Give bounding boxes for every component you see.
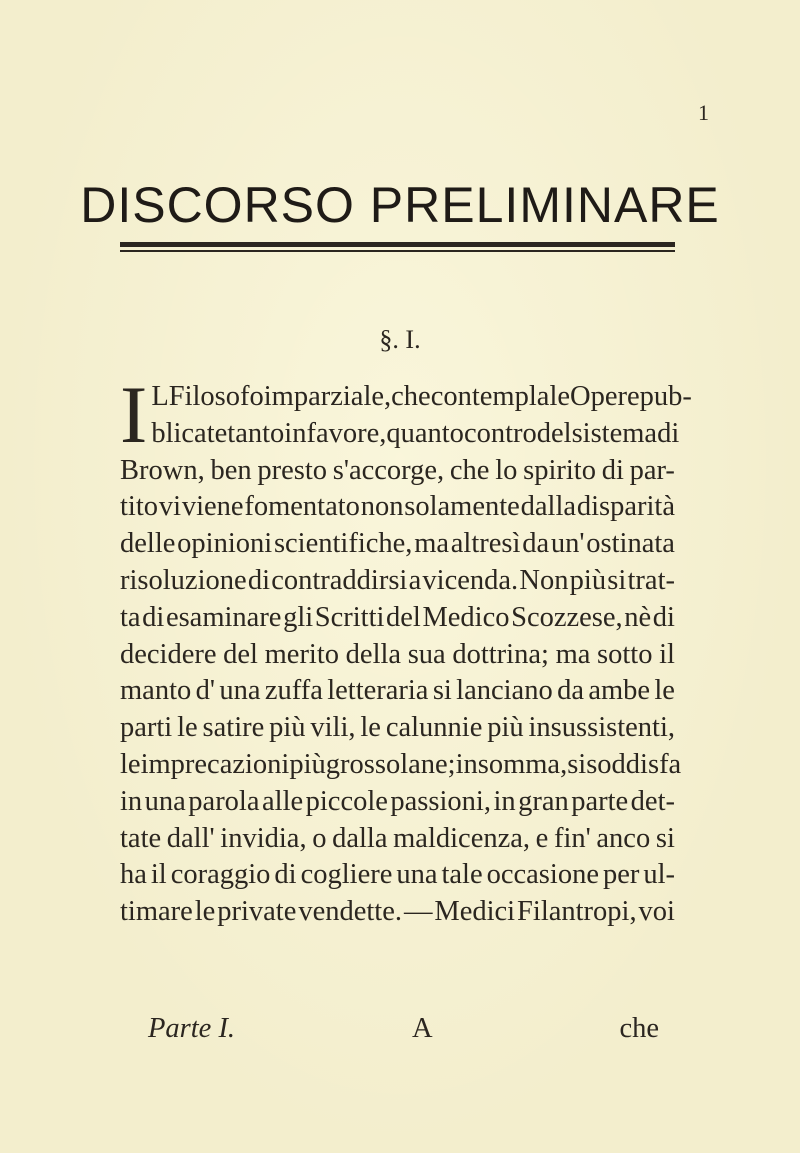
- word: presto: [257, 454, 327, 486]
- word: le: [549, 381, 571, 412]
- word: viene: [181, 491, 244, 523]
- text-line: [120, 563, 675, 600]
- word: sotto: [597, 638, 653, 670]
- word: tale: [441, 859, 483, 891]
- word: gran: [518, 785, 569, 817]
- word: Filantropi,: [517, 896, 637, 928]
- word: le: [120, 748, 141, 780]
- word: risoluzione: [120, 564, 247, 596]
- word: maldicenza,: [393, 822, 531, 854]
- part-label: Parte I.: [148, 1013, 236, 1044]
- word: coraggio: [170, 859, 271, 891]
- word: piccole: [305, 785, 388, 817]
- word: sistema: [571, 417, 658, 449]
- word: contraddirsi: [271, 564, 408, 596]
- word: ben: [210, 454, 252, 486]
- text-line: [120, 821, 675, 858]
- word: alle: [262, 785, 304, 817]
- text-line: [120, 710, 675, 747]
- word: vicenda.: [422, 564, 519, 596]
- word: contempla: [430, 381, 550, 412]
- word: timare: [120, 896, 193, 928]
- word: tate: [120, 822, 162, 854]
- word: che: [449, 454, 490, 486]
- word: opinioni: [177, 528, 273, 560]
- word: satire: [202, 712, 265, 744]
- text-line: [120, 673, 675, 710]
- word: si: [567, 748, 587, 780]
- word: in: [284, 417, 307, 449]
- word: passioni,: [390, 785, 491, 817]
- word: vi: [158, 491, 181, 523]
- word: e: [535, 822, 549, 854]
- word: contro: [463, 417, 537, 449]
- drop-cap: I: [120, 369, 148, 460]
- signature-mark: A: [412, 1013, 433, 1044]
- word: merito: [264, 638, 340, 670]
- first-lines: [120, 369, 692, 460]
- word: parola: [188, 785, 260, 817]
- word: manto: [120, 675, 192, 707]
- word: da: [557, 675, 584, 707]
- word: da: [522, 528, 550, 560]
- word: s'accorge,: [332, 454, 445, 486]
- word: Non: [519, 564, 569, 596]
- word: di: [274, 859, 297, 891]
- word: si: [655, 822, 675, 854]
- text-line: [120, 489, 675, 526]
- word: delle: [120, 528, 176, 560]
- word: zuffa: [264, 675, 323, 707]
- word: non: [360, 491, 404, 523]
- word: ul-: [643, 859, 675, 891]
- word: che: [391, 381, 431, 412]
- word: det-: [630, 785, 675, 817]
- word: gli: [283, 601, 314, 633]
- word: in: [120, 785, 143, 817]
- title-rule-thick: [120, 242, 675, 247]
- word: si: [607, 564, 627, 596]
- word: del: [223, 638, 258, 670]
- word: o: [312, 822, 327, 854]
- page-number: 1: [698, 100, 709, 125]
- word: Medici: [434, 896, 516, 928]
- word: vili,: [310, 712, 356, 744]
- word: le: [654, 675, 675, 707]
- word: invidia,: [220, 822, 307, 854]
- word: pub-: [639, 381, 692, 412]
- word: una: [219, 675, 261, 707]
- word: Medico: [422, 601, 510, 633]
- word: grossolane;: [325, 748, 456, 780]
- word: esaminare: [165, 601, 282, 633]
- word: occasione: [486, 859, 599, 891]
- word: un': [550, 528, 585, 560]
- word: le: [177, 712, 198, 744]
- word: Opere: [570, 381, 640, 412]
- text-line: [120, 453, 675, 490]
- word: blicate: [151, 417, 228, 449]
- word: imprecazioni: [140, 748, 290, 780]
- word: fomentato: [244, 491, 360, 523]
- text-line: [151, 416, 680, 453]
- word: nè: [624, 601, 652, 633]
- word: ma: [414, 528, 450, 560]
- word: decidere: [120, 638, 217, 670]
- word: ostinata: [586, 528, 675, 560]
- word: del: [536, 417, 572, 449]
- word: ma: [555, 638, 591, 670]
- word: di: [657, 417, 680, 449]
- word: d': [195, 675, 215, 707]
- word: solamente: [404, 491, 520, 523]
- word: una: [396, 859, 438, 891]
- word: dalla: [520, 491, 577, 523]
- word: Scozzese,: [511, 601, 623, 633]
- word: par-: [629, 454, 675, 486]
- word: di: [247, 564, 271, 596]
- word: spirito: [523, 454, 596, 486]
- word: —: [403, 896, 433, 928]
- word: parte: [571, 785, 629, 817]
- word: più: [269, 712, 306, 744]
- word: lo: [495, 454, 518, 486]
- word: cogliere: [300, 859, 393, 891]
- word: più: [289, 748, 326, 780]
- word: favore,: [306, 417, 387, 449]
- word: le: [194, 896, 216, 928]
- word: sua: [407, 638, 446, 670]
- word: una: [144, 785, 186, 817]
- word: scientifiche,: [273, 528, 413, 560]
- word: parti: [120, 712, 173, 744]
- word: somma,: [477, 748, 568, 780]
- title-rule-thin: [120, 250, 675, 252]
- word: tito: [120, 491, 159, 523]
- word: ha: [120, 859, 147, 891]
- catchword: che: [619, 1013, 659, 1044]
- word: le: [360, 712, 381, 744]
- word: in: [455, 748, 478, 780]
- word: anco: [596, 822, 651, 854]
- word: si: [432, 675, 452, 707]
- word: disparità: [576, 491, 675, 523]
- text-line: [120, 600, 675, 637]
- word: a: [408, 564, 422, 596]
- word: di: [142, 601, 165, 633]
- word: insussistenti,: [528, 712, 675, 744]
- text-line: [120, 637, 675, 674]
- word: calunnie: [385, 712, 483, 744]
- word: in: [493, 785, 516, 817]
- word: dottrina;: [452, 638, 549, 670]
- word: della: [345, 638, 402, 670]
- body-paragraph: [120, 369, 692, 931]
- word: Filosofo: [168, 381, 264, 412]
- word: letteraria: [327, 675, 429, 707]
- word: ambe: [588, 675, 651, 707]
- word: tanto: [227, 417, 285, 449]
- word: trat-: [627, 564, 675, 596]
- word: imparziale,: [263, 381, 392, 412]
- word: quanto: [386, 417, 464, 449]
- word: di: [652, 601, 675, 633]
- word: più: [569, 564, 607, 596]
- word: vendette.: [298, 896, 402, 928]
- word: altresì: [450, 528, 521, 560]
- word: per: [602, 859, 640, 891]
- word: del: [386, 601, 421, 633]
- text-line: [120, 526, 675, 563]
- word: più: [487, 712, 524, 744]
- word: private: [217, 896, 297, 928]
- word: il: [150, 859, 167, 891]
- word: Scritti: [314, 601, 385, 633]
- text-line: [120, 894, 675, 931]
- word: dall': [166, 822, 215, 854]
- word: soddisfa: [586, 748, 682, 780]
- text-line: [120, 857, 675, 894]
- word: il: [659, 638, 675, 670]
- text-line: [120, 747, 682, 784]
- word: di: [601, 454, 624, 486]
- word: lanciano: [456, 675, 553, 707]
- word: fin': [553, 822, 591, 854]
- page-title: DISCORSO PRELIMINARE: [80, 177, 720, 233]
- word: dalla: [332, 822, 388, 854]
- text-line: [120, 784, 675, 821]
- word: voi: [638, 896, 675, 928]
- word: ta: [120, 601, 141, 633]
- word: L: [151, 381, 169, 412]
- section-heading: §. I.: [379, 325, 421, 354]
- text-line: [151, 379, 692, 416]
- word: Brown,: [120, 454, 205, 486]
